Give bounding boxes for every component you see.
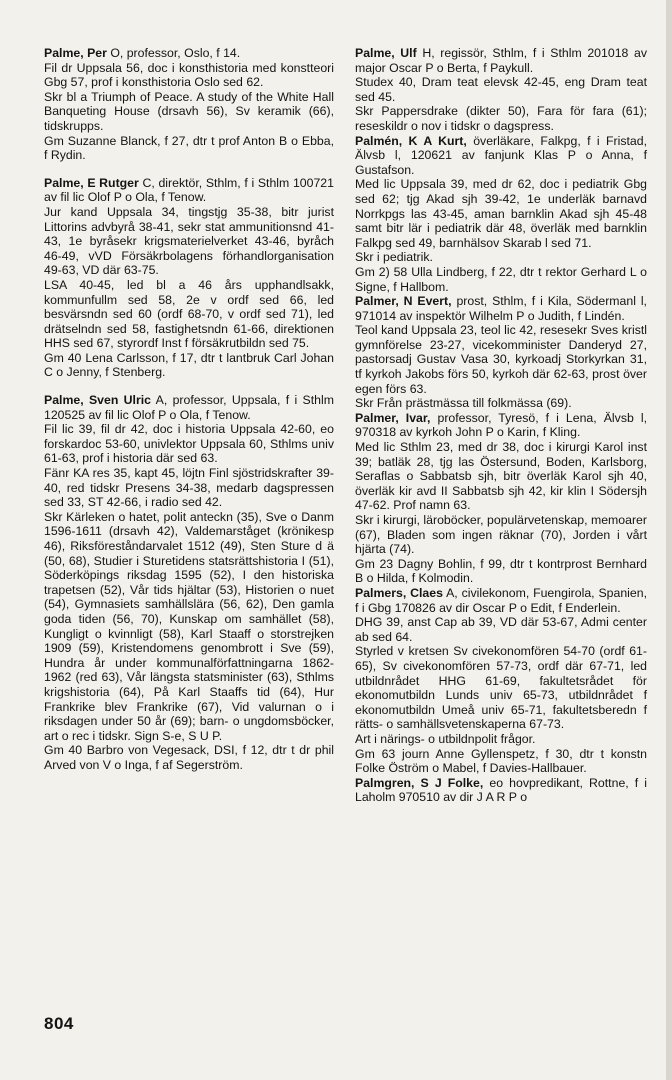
entry-text: prost, Sthlm, f i Kila, Södermanl l, 971014 av inspektör Wilhelm P o Judith, f Lindén. [355, 294, 647, 323]
entry-text: eo hovpredikant, Rottne, f i Laholm 970510 av dir J A R P o [355, 775, 648, 805]
entry-paragraph: Studex 40, Dram teat elevsk 42-45, eng Dram teat sed 45. [355, 75, 647, 104]
biography-entry [44, 46, 334, 163]
entry-paragraph: Art i närings- o utbildnpolit frågor. [355, 731, 536, 746]
entry-name: Palmer, Ivar, [355, 410, 431, 425]
right-column [355, 46, 647, 805]
entry-name: Palmer, N Evert, [355, 294, 452, 309]
biography-entry [355, 776, 647, 805]
entry-paragraph: Gm 2) 58 Ulla Lindberg, f 22, dtr t rektor Gerhard L o Signe, f Hallbom. [355, 264, 647, 294]
entry-first-paragraph [44, 46, 334, 61]
entry-text: överläkare, Falkpg, f i Fristad, Älvsb l, 120621 av fanjunk Klas P o Anna, f Gustafson. [355, 133, 647, 177]
entry-text: C, direktör, Sthlm, f i Sthlm 100721 av fil lic Olof P o Ola, f Tenow. [44, 175, 334, 205]
entry-text: A, professor, Uppsala, f i Sthlm 120525 av fil lic Olof P o Ola, f Tenow. [44, 393, 334, 422]
entry-paragraph: Skr i kirurgi, läroböcker, populärvetenskap, memoarer (67), Bladen som ingen räknar (70), Jorden i vårt hjärta (74). [355, 513, 647, 557]
biography-entry [355, 586, 647, 776]
entry-paragraph: Gm 23 Dagny Bohlin, f 99, dtr t kontrprost Bernhard B o Hilda, f Kolmodin. [355, 556, 647, 586]
biography-entry [355, 46, 647, 134]
biography-entry [355, 411, 647, 586]
entry-paragraph: Gm 40 Lena Carlsson, f 17, dtr t lantbruk Carl Johan C o Jenny, f Stenberg. [44, 350, 334, 380]
entry-name: Palme, Sven Ulric [44, 393, 152, 408]
entry-text: A, civilekonom, Fuengirola, Spanien, f i Gbg 170826 av dir Oscar P o Edit, f Enderlein. [355, 585, 647, 615]
entry-paragraph: DHG 39, anst Cap ab 39, VD där 53-67, Admi center ab sed 64. [355, 615, 647, 644]
entry-first-paragraph [355, 411, 647, 440]
left-column [44, 46, 334, 786]
entry-paragraph: Teol kand Uppsala 23, teol lic 42, resesekr Sves kristl gymnförelse 23-27, vicekomminister Danderyd 27, pastorsadj Gustav Vasa 30, kyrkoadj Storkyrkan 31, tf kyrkoh Jakobs förs 50, kyrkoh där 62-63, prost över egen förs 63. [355, 323, 647, 396]
entry-text: H, regissör, Sthlm, f i Sthlm 201018 av major Oscar P o Berta, f Paykull. [355, 46, 647, 75]
entry-first-paragraph [355, 586, 647, 615]
page-number: 804 [44, 1014, 74, 1033]
entry-first-paragraph [355, 46, 647, 75]
entry-paragraph: Gm Suzanne Blanck, f 27, dtr t prof Anton B o Ebba, f Rydin. [44, 133, 334, 163]
entry-paragraph: LSA 40-45, led bl a 46 års upphandlsakk, kommunfullm sed 58, 2e v ordf sed 66, led besvärsndn sed 60 (ordf 68-70, v ordf sed 71), led drätselndn sed 58, fastighetsndn 61-66, direktionen HHS sed 67, styrordf Inst f försäkrutbildn sed 75. [44, 277, 334, 351]
entry-text: O, professor, Oslo, f 14. [110, 46, 241, 60]
biography-entry [355, 294, 647, 411]
biography-entry [44, 393, 334, 772]
entry-first-paragraph [44, 393, 334, 422]
page-edge-shadow [666, 0, 672, 1080]
entry-paragraph: Skr bl a Triumph of Peace. A study of the White Hall Banqueting House (drsavh 56), Sv keramik (66), tidskrupps. [44, 89, 334, 133]
entry-paragraph: Skr Kärleken o hatet, polit anteckn (35), Sve o Danm 1596-1611 (drsavh 42), Valdemarståget (krönikesp 46), Riksföreståndarvalet 1512 (49), Sten Sture d ä (50, 68), Studier i Sturetidens statsrättshistoria I (51), Söderköpings riksdag 1595 (52), I den historiska trapetsen (52), Vår tids hjältar (53), Historien o nuet (54), Gymnasiets samhällslära (56, 62), Den gamla goda tiden (56, 70), Kunskap om samhället (58), Kungligt o kvinnligt (58), Karl Staaff o storstrejken 1909 (59), Kristendomens genombrott i Sve (59), Hundra år under kommunalförfattningarna 1862-1962 (red 63), Vår längsta statsminister (63), Sthlms krigshistoria (64), På Karl Staaffs tid (64), Hur Frankrike blev Frankrike (67), Vid valurnan o i riksdagen under 50 år (69); barn- o ungdomsböcker, art o rec i tidskr. Sign S-e, S U P. [44, 509, 334, 743]
entry-paragraph: Fil lic 39, fil dr 42, doc i historia Uppsala 42-60, eo forskardoc 53-60, univlektor Uppsala 60, Sthlms univ 61-63, prof i historia där sed 63. [44, 422, 334, 466]
entry-first-paragraph [355, 134, 647, 178]
entry-paragraph: Skr i pediatrik. [355, 250, 433, 265]
entry-name: Palme, E Rutger [44, 175, 139, 190]
entry-paragraph: Fil dr Uppsala 56, doc i konsthistoria med konstteori Gbg 57, prof i konsthistoria Oslo sed 62. [44, 60, 334, 90]
entry-first-paragraph [44, 176, 334, 205]
entry-text: professor, Tyresö, f i Lena, Älvsb l, 970318 av kyrkoh John P o Karin, f Kling. [355, 410, 648, 440]
entry-paragraph: Med lic Sthlm 23, med dr 38, doc i kirurgi Karol inst 39; batläk 28, tjg las Östersund, Boden, Karlsborg, Seraflas o Sabbatsb sjh, bitr överläk Karol sjh 40, överläk kir avd II Sabbatsb sjh 42, kir klin I Södersjh 47-62. Prof namn 63. [355, 440, 647, 513]
entry-first-paragraph [355, 294, 647, 323]
entry-paragraph: Jur kand Uppsala 34, tingstjg 35-38, bitr jurist Littorins advbyrå 38-41, sekr stat ammunitionsnd 41-43, 1e byråsekr krigsmaterielverket 43-46, byråch 46-49, vVD Försäkrbolagens förhandlorganisation 49-63, VD där 63-75. [44, 204, 334, 278]
entry-name: Palme, Ulf [355, 46, 417, 60]
entry-paragraph: Gm 40 Barbro von Vegesack, DSI, f 12, dtr t dr phil Arved von V o Inga, f af Segerström. [44, 743, 334, 772]
entry-paragraph: Fänr KA res 35, kapt 45, löjtn Finl sjöstridskrafter 39-40, red tidskr Presens 34-38, medarb dagspressen sed 33, ST 42-66, i radio sed 42. [44, 466, 334, 510]
entry-first-paragraph [355, 776, 647, 805]
entry-paragraph: Skr Från prästmässa till folkmässa (69). [355, 396, 572, 411]
entry-paragraph: Gm 63 journ Anne Gyllenspetz, f 30, dtr t konstn Folke Öström o Mabel, f Davies-Hallbauer. [355, 746, 647, 776]
entry-name: Palme, Per [44, 46, 107, 60]
entry-name: Palmers, Claes [355, 585, 443, 600]
entry-paragraph: Skr Pappersdrake (dikter 50), Fara för fara (61); reseskildr o nov i tidskr o dagspress. [355, 104, 647, 133]
entry-name: Palmén, K A Kurt, [355, 133, 467, 148]
entry-paragraph: Styrled v kretsen Sv civekonomfören 54-70 (ordf 61-65), Sv civekonomfören 57-73, ordf där 67-71, led utbildnrådet HHG 61-69, fakultetsrådet för ekonomutbildn Lunds univ 65-73, utbildnrådet f ekonomutbildn Umeå univ 65-71, fakultetsberedn f rätts- o samhällsvetenskaperna 67-73. [355, 644, 647, 732]
entry-name: Palmgren, S J Folke, [355, 775, 484, 790]
biography-entry [355, 134, 647, 295]
biography-entry [44, 176, 334, 380]
entry-paragraph: Med lic Uppsala 39, med dr 62, doc i pediatrik Gbg sed 62; tjg Akad sjh 39-42, 1e underläk barnavd Norrkpgs las 43-45, aman barnklin Akad sjh 45-48 samt bitr lär i pediatrik där 48, överläk med barnklin Falkpg sed 49, barnhälsov Skarab l sed 71. [355, 177, 647, 250]
